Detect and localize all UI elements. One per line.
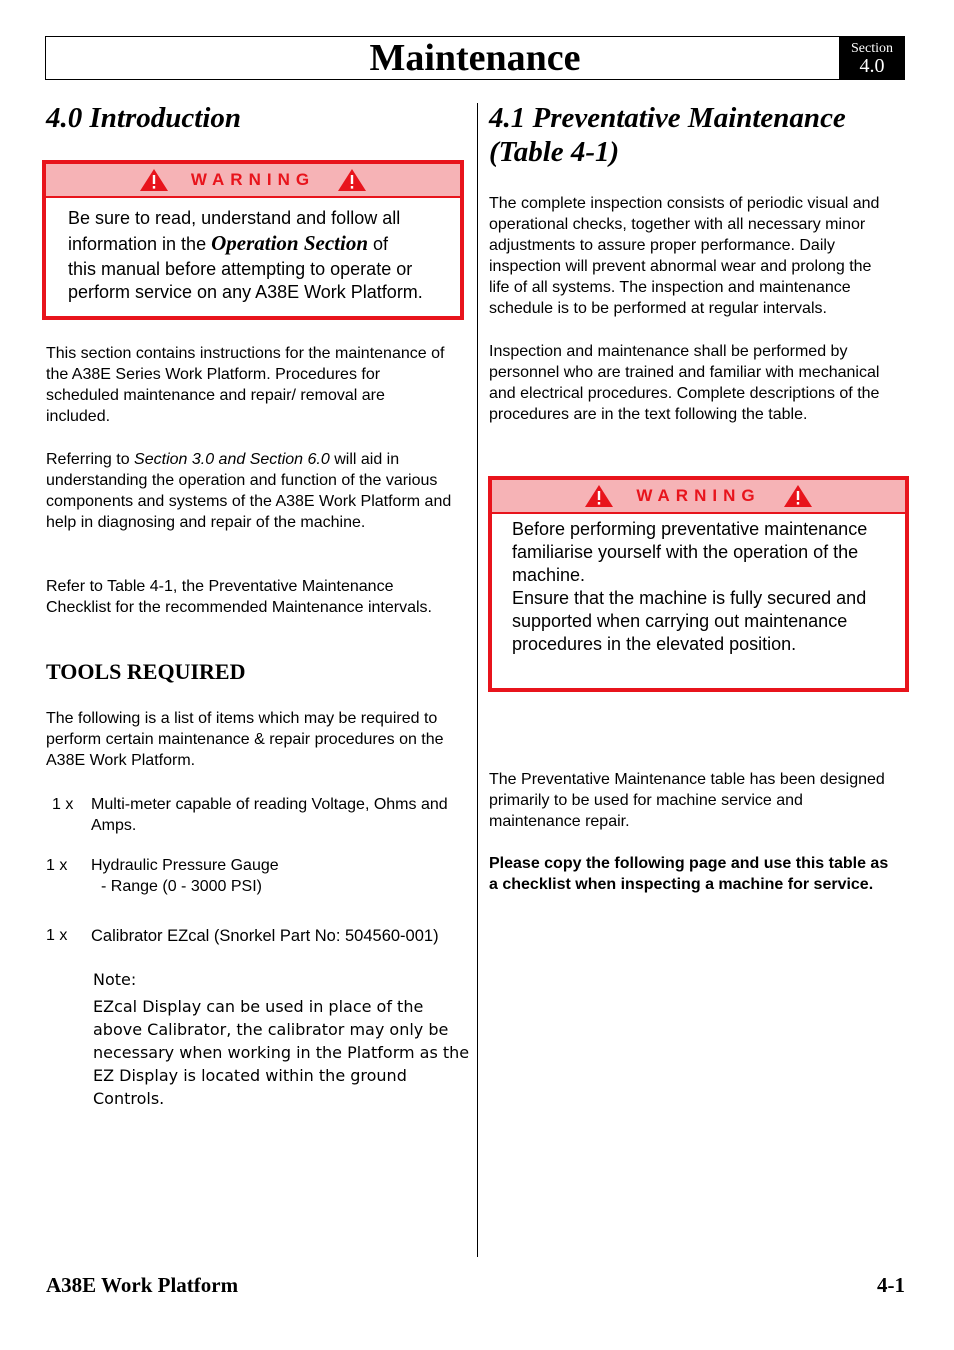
preventative-paragraph-2: Inspection and maintenance shall be performed by personnel who are trained and familiar with mechanical and electrical procedures. Complete descriptions of the procedures are in the text following the table. xyxy=(489,343,880,423)
footer-product-name: A38E Work Platform xyxy=(46,1273,239,1297)
operation-section-ref: Operation Section xyxy=(211,231,369,255)
page-title: Maintenance xyxy=(369,37,581,79)
section-label: Section xyxy=(851,41,893,56)
warning-line-text: information in the xyxy=(68,234,207,254)
warning-line: this manual before attempting to operate or xyxy=(68,259,413,279)
preventative-paragraph-3: The Preventative Maintenance table has been designed primarily to be used for machine service and maintenance repair. xyxy=(489,771,885,830)
warning-bar xyxy=(46,164,460,198)
warning-bar xyxy=(492,480,905,514)
warning-triangle-icon xyxy=(337,168,367,192)
preventative-heading xyxy=(489,101,846,169)
section-number: 4.0 xyxy=(859,55,885,77)
warning-line: Be sure to read, understand and follow all xyxy=(68,208,401,228)
warning-triangle-icon xyxy=(584,484,614,508)
note-block xyxy=(93,968,473,1110)
intro-heading: 4.0 Introduction xyxy=(46,102,241,134)
tool-name: Hydraulic Pressure Gauge xyxy=(91,857,279,874)
warning-text: Ensure that the machine is fully secured and supported when carrying out maintenance procedures in the elevated position. xyxy=(512,588,867,654)
tool-quantity: 1 x xyxy=(46,857,68,874)
paragraph-text: will aid in understanding the operation and function of the various components and systems of the A38E Work Platform and help in diagnosing and repair of the machine. xyxy=(46,451,452,531)
warning-triangle-icon xyxy=(783,484,813,508)
warning-content xyxy=(46,198,460,304)
note-label: Note: xyxy=(93,970,137,989)
warning-triangle-icon xyxy=(139,168,169,192)
warning-line xyxy=(68,230,460,258)
warning-content xyxy=(492,514,905,656)
heading-line: 4.1 Preventative Maintenance xyxy=(489,102,846,134)
tool-quantity: 1 x xyxy=(46,927,68,944)
warning-label: WARNING xyxy=(636,486,761,505)
intro-paragraph-3: Refer to Table 4-1, the Preventative Maintenance Checklist for the recommended Maintenance intervals. xyxy=(46,578,432,616)
preventative-warning-box xyxy=(488,476,909,692)
intro-warning-box xyxy=(42,160,464,320)
footer-page-number: 4-1 xyxy=(877,1273,905,1297)
warning-text: Before performing preventative maintenance familiarise yourself with the operation of the machine. xyxy=(512,519,868,585)
tools-heading: TOOLS REQUIRED xyxy=(46,659,246,684)
warning-line-text: of xyxy=(373,234,389,254)
tool-description xyxy=(91,855,461,897)
heading-line: (Table 4-1) xyxy=(489,136,620,168)
warning-line: perform service on any A38E Work Platform. xyxy=(68,282,423,302)
intro-paragraph-2 xyxy=(46,449,461,533)
tool-range: - Range (0 - 3000 PSI) xyxy=(101,878,262,895)
warning-label: WARNING xyxy=(190,170,316,189)
tool-description: Multi-meter capable of reading Voltage, Ohms and Amps. xyxy=(91,796,448,834)
tool-description: Calibrator EZcal (Snorkel Part No: 504560-001) xyxy=(91,927,439,945)
copy-instruction: Please copy the following page and use this table as a checklist when inspecting a machine for service. xyxy=(489,855,889,893)
paragraph-text: Referring to xyxy=(46,451,130,468)
section-badge xyxy=(839,37,905,80)
section-reference: Section 3.0 and Section 6.0 xyxy=(134,451,330,468)
note-text: EZcal Display can be used in place of the above Calibrator, the calibrator may only be necessary when working in the Platform as the EZ Display is located within the ground Controls. xyxy=(93,997,470,1108)
tools-intro: The following is a list of items which may be required to perform certain maintenance & repair procedures on the A38E Work Platform. xyxy=(46,710,444,769)
intro-paragraph-1: This section contains instructions for the maintenance of the A38E Series Work Platform. Procedures for scheduled maintenance and repair/ removal are included. xyxy=(46,345,445,425)
column-divider xyxy=(477,103,478,1257)
tool-quantity: 1 x xyxy=(52,796,74,813)
preventative-paragraph-1: The complete inspection consists of periodic visual and operational checks, together with all necessary minor adjustments to assure proper performance. Daily inspection will prevent abnormal wear and prolong the life of all systems. The inspection and maintenance schedule is to be performed at regular intervals. xyxy=(489,195,880,317)
